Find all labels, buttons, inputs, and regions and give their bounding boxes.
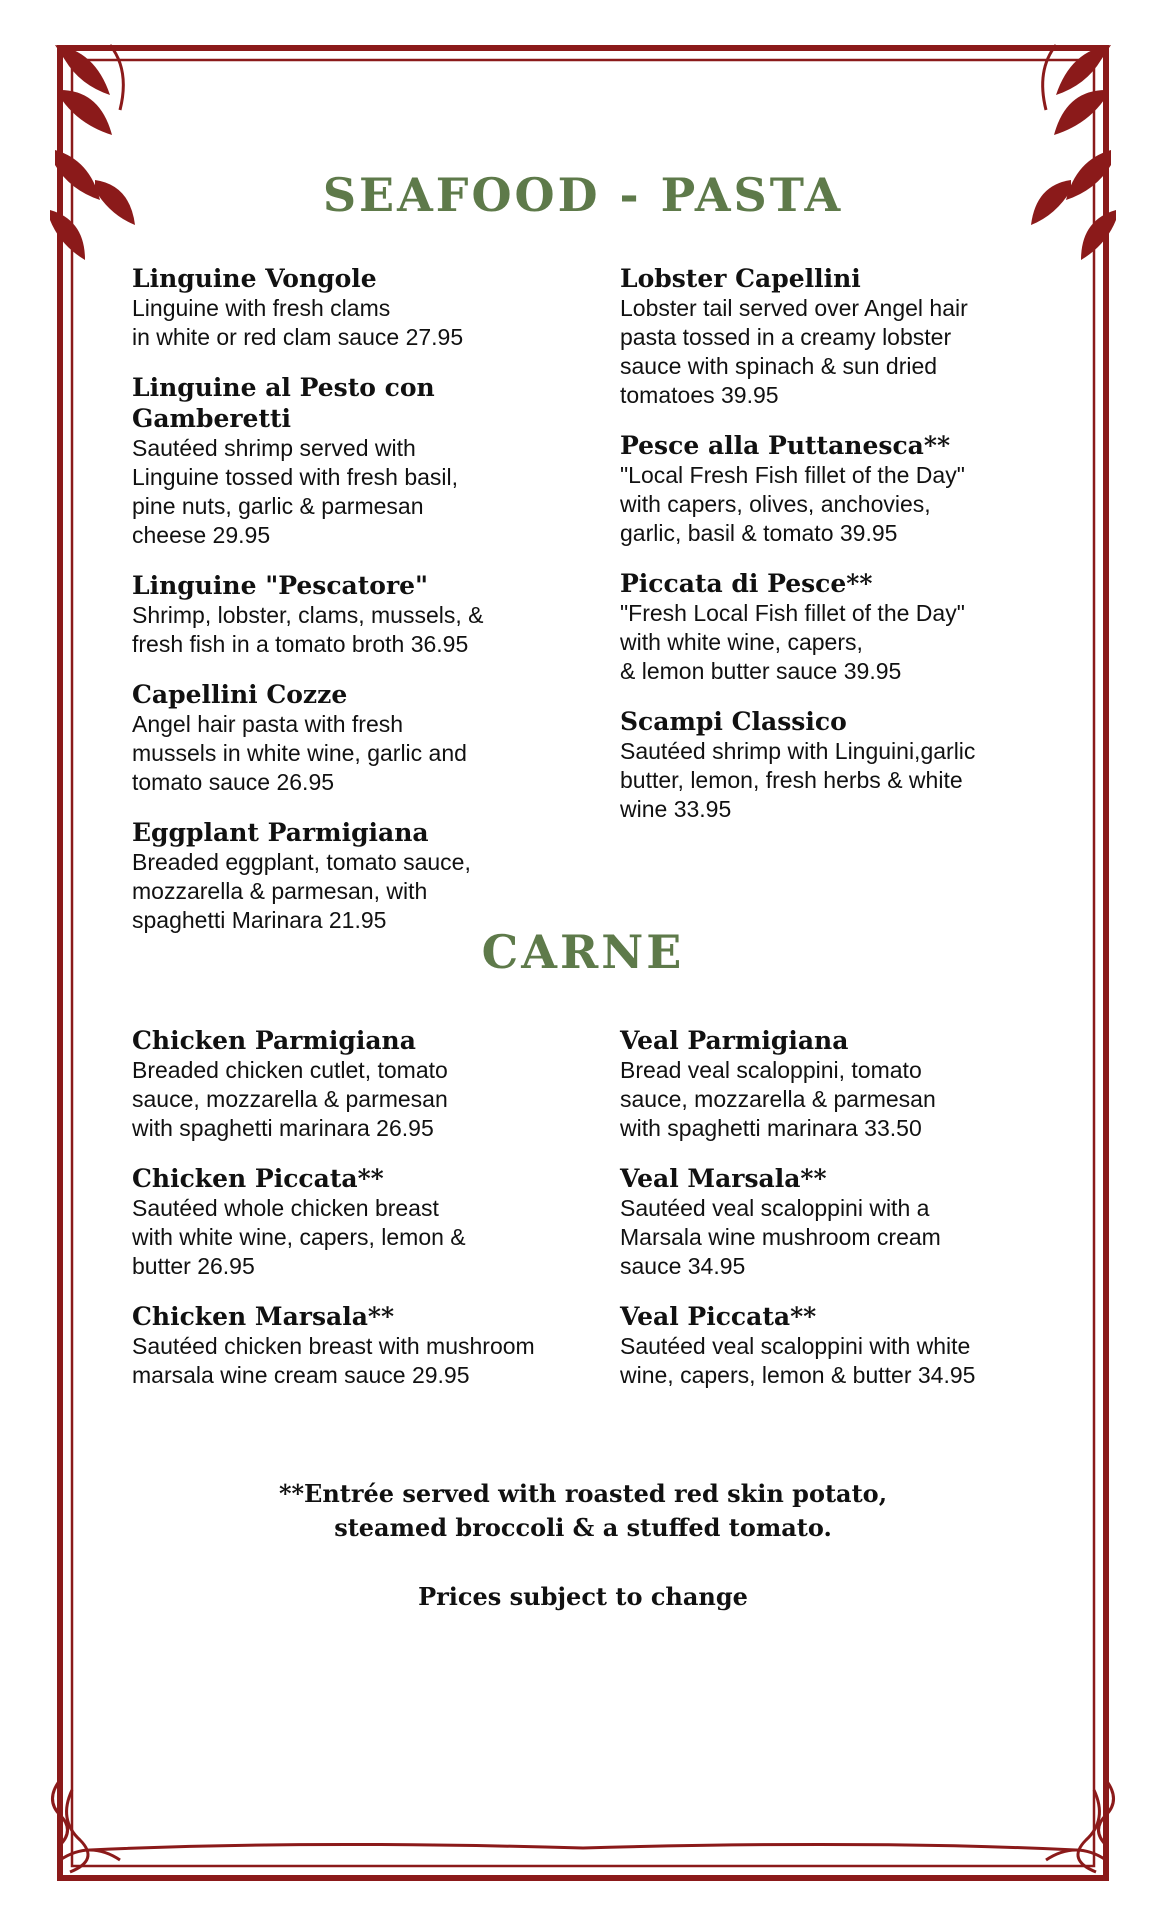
menu-item-description: Lobster tail served over Angel hair pasta tossed in a creamy lobster sauce with spinach & sun dried tomatoes 39.95: [620, 295, 968, 408]
menu-item: [132, 679, 582, 797]
menu-item: [620, 263, 1070, 410]
menu-item: [132, 1163, 582, 1281]
menu-item-description: Bread veal scaloppini, tomato sauce, mozzarella & parmesan with spaghetti marinara 33.50: [620, 1057, 936, 1141]
menu-item-description: Sautéed whole chicken breast with white wine, capers, lemon & butter 26.95: [132, 1195, 466, 1279]
menu-item-name: Eggplant Parmigiana: [132, 818, 429, 847]
menu-item-name: Capellini Cozze: [132, 680, 348, 709]
menu-item-description: Angel hair pasta with fresh mussels in white wine, garlic and tomato sauce 26.95: [132, 711, 467, 795]
menu-item: [132, 817, 582, 935]
menu-item: [620, 1301, 1070, 1390]
menu-item: [132, 372, 582, 550]
menu-item: [132, 1025, 582, 1143]
menu-item-name: Linguine "Pescatore": [132, 571, 429, 600]
menu-item-description: Sautéed veal scaloppini with a Marsala wine mushroom cream sauce 34.95: [620, 1195, 941, 1279]
menu-item-name: Chicken Marsala**: [132, 1302, 395, 1331]
menu-item: [132, 263, 582, 352]
section-title-carne: CARNE: [481, 925, 685, 979]
menu-item-name: Veal Marsala**: [620, 1164, 827, 1193]
menu-item-description: Sautéed chicken breast with mushroom marsala wine cream sauce 29.95: [132, 1333, 535, 1388]
section-title-seafood-pasta: SEAFOOD - PASTA: [322, 168, 844, 222]
menu-item-description: Linguine with fresh clams in white or red clam sauce 27.95: [132, 295, 464, 350]
menu-item: [620, 1163, 1070, 1281]
menu-item-name: Chicken Piccata**: [132, 1164, 384, 1193]
seafood-left-column: [132, 263, 582, 955]
menu-item-name: Chicken Parmigiana: [132, 1026, 416, 1055]
menu-item: [620, 568, 1070, 686]
menu-item-name: Linguine al Pesto con Gamberetti: [132, 373, 435, 433]
menu-item-name: Lobster Capellini: [620, 264, 861, 293]
carne-right-column: [620, 1025, 1070, 1410]
menu-item: [620, 1025, 1070, 1143]
menu-item-name: Scampi Classico: [620, 707, 847, 736]
seafood-right-column: [620, 263, 1070, 844]
menu-item: [620, 706, 1070, 824]
menu-item-description: Sautéed shrimp served with Linguine tossed with fresh basil, pine nuts, garlic & parmesan cheese 29.95: [132, 435, 459, 548]
price-disclaimer: Prices subject to change: [418, 1582, 748, 1611]
menu-item-description: Sautéed shrimp with Linguini,garlic butter, lemon, fresh herbs & white wine 33.95: [620, 738, 976, 822]
menu-item: [620, 430, 1070, 548]
menu-item-name: Veal Parmigiana: [620, 1026, 849, 1055]
entree-footnote: **Entrée served with roasted red skin potato, steamed broccoli & a stuffed tomato.: [278, 1479, 888, 1542]
menu-item-name: Piccata di Pesce**: [620, 569, 873, 598]
menu-item-description: Sautéed veal scaloppini with white wine, capers, lemon & butter 34.95: [620, 1333, 976, 1388]
carne-left-column: [132, 1025, 582, 1410]
menu-item-description: Breaded eggplant, tomato sauce, mozzarella & parmesan, with spaghetti Marinara 21.95: [132, 849, 471, 933]
menu-item-description: "Fresh Local Fish fillet of the Day" with white wine, capers, & lemon butter sauce 39.95: [620, 600, 965, 684]
menu-item: [132, 570, 582, 659]
menu-item-description: "Local Fresh Fish fillet of the Day" with capers, olives, anchovies, garlic, basil & tomato 39.95: [620, 462, 965, 546]
menu-item-name: Linguine Vongole: [132, 264, 377, 293]
menu-item: [132, 1301, 582, 1390]
menu-item-name: Veal Piccata**: [620, 1302, 817, 1331]
menu-item-description: Shrimp, lobster, clams, mussels, & fresh fish in a tomato broth 36.95: [132, 602, 484, 657]
menu-item-name: Pesce alla Puttanesca**: [620, 431, 951, 460]
menu-item-description: Breaded chicken cutlet, tomato sauce, mozzarella & parmesan with spaghetti marinara 26.95: [132, 1057, 448, 1141]
